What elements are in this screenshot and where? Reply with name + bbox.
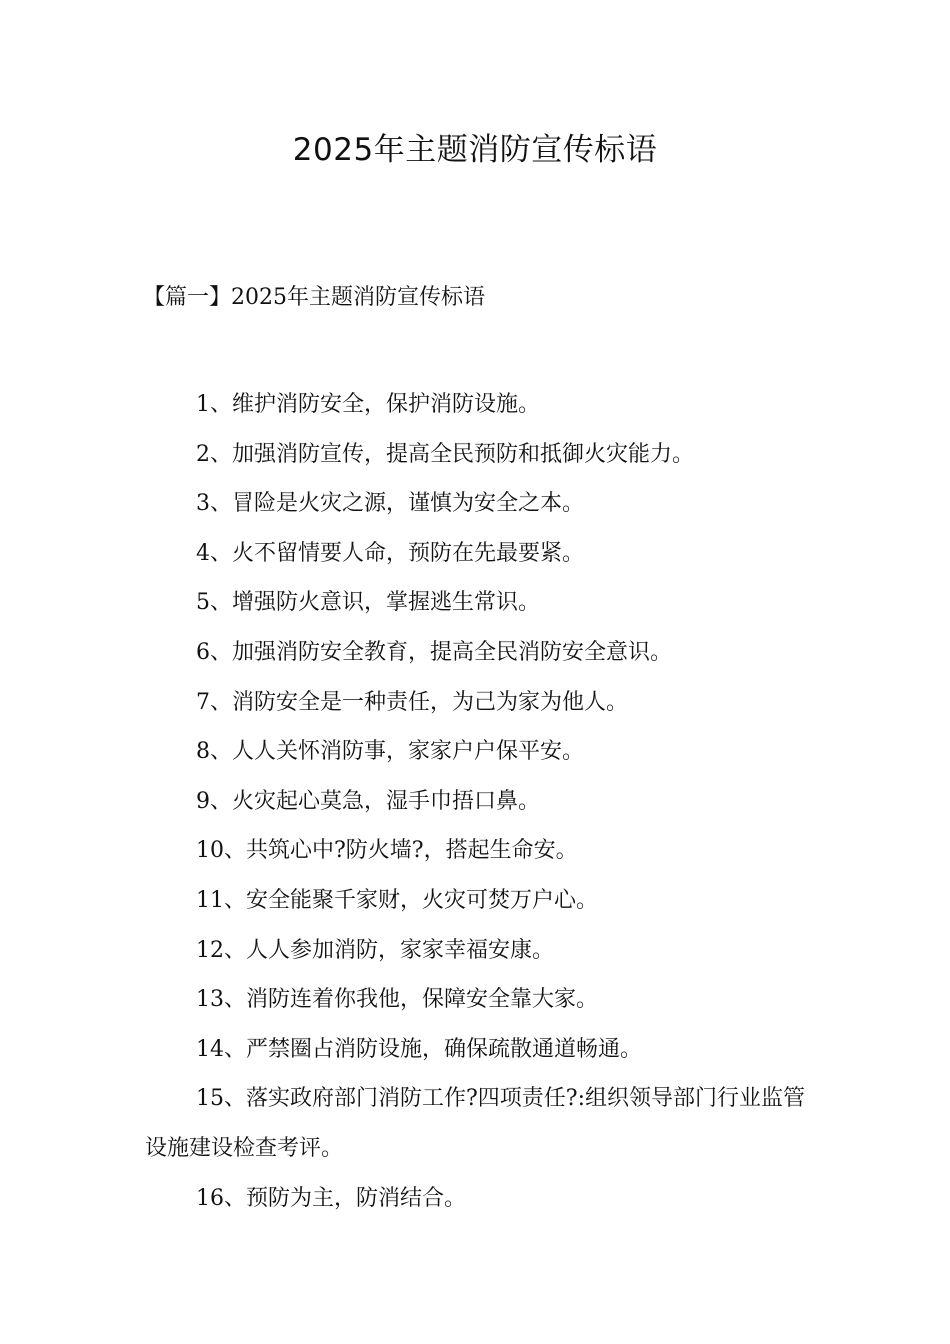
slogan-text: 火不留情要人命，预防在先最要紧。: [232, 540, 585, 566]
slogan-item: [145, 678, 815, 728]
slogan-text: 加强消防宣传，提高全民预防和抵御火灾能力。: [232, 441, 695, 467]
slogan-item: [145, 876, 815, 926]
slogan-item: [145, 430, 815, 480]
slogan-list: [145, 380, 815, 1223]
slogan-text: 人人关怀消防事，家家户户保平安。: [232, 739, 585, 765]
slogan-number: 14 、: [196, 1037, 246, 1062]
slogan-number: 7 、: [196, 690, 232, 715]
slogan-number: 2 、: [196, 442, 232, 467]
slogan-item: [145, 1174, 815, 1224]
slogan-text: 安全能聚千家财，火灾可焚万户心。: [246, 887, 599, 913]
slogan-text: 加强消防安全教育，提高全民消防安全意识。: [232, 639, 673, 665]
slogan-text: 严禁圈占消防设施，确保疏散通道畅通。: [246, 1036, 643, 1062]
slogan-number: 3 、: [196, 491, 232, 516]
slogan-number: 16 、: [196, 1186, 246, 1211]
slogan-text: 人人参加消防，家家幸福安康。: [246, 937, 555, 963]
slogan-text: 消防安全是一种责任，为己为家为他人。: [232, 689, 629, 715]
slogan-text: 共筑心中?防火墙?，搭起生命安。: [246, 838, 578, 864]
slogan-number: 15 、: [196, 1086, 246, 1111]
slogan-text: 火灾起心莫急，湿手巾捂口鼻。: [232, 788, 541, 814]
slogan-item: [145, 1025, 815, 1075]
slogan-item: [145, 628, 815, 678]
slogan-item: [145, 777, 815, 827]
slogan-text: 预防为主，防消结合。: [246, 1185, 467, 1211]
slogan-text: 消防连着你我他，保障安全靠大家。: [246, 987, 599, 1013]
slogan-number: 10 、: [196, 838, 246, 863]
slogan-text: 增强防火意识，掌握逃生常识。: [232, 590, 541, 616]
slogan-item: [145, 926, 815, 976]
slogan-number: 6 、: [196, 640, 232, 665]
slogan-item: [145, 826, 815, 876]
slogan-item: [145, 529, 815, 579]
slogan-item: [145, 975, 815, 1025]
slogan-text: 冒险是火灾之源，谨慎为安全之本。: [232, 491, 585, 517]
slogan-item: [145, 479, 815, 529]
slogan-number: 12 、: [196, 938, 246, 963]
slogan-number: 1 、: [196, 392, 232, 417]
slogan-item: [145, 727, 815, 777]
slogan-number: 13 、: [196, 987, 246, 1012]
slogan-number: 11 、: [196, 888, 246, 913]
document-title: 2025年主题消防宣传标语: [292, 132, 658, 168]
slogan-text: 维护消防安全，保护消防设施。: [232, 392, 541, 417]
slogan-number: 4 、: [196, 541, 232, 566]
slogan-item: [145, 1074, 815, 1173]
slogan-number: 5 、: [196, 590, 232, 615]
section-heading: 【篇一】2025年主题消防宣传标语: [143, 285, 485, 310]
slogan-item: [145, 380, 815, 430]
slogan-text: 落实政府部门消防工作?四项责任?:组织领导部门行业监管设施建设检查考评。: [145, 1086, 806, 1161]
slogan-number: 8 、: [196, 739, 232, 764]
slogan-item: [145, 578, 815, 628]
slogan-number: 9 、: [196, 789, 232, 814]
